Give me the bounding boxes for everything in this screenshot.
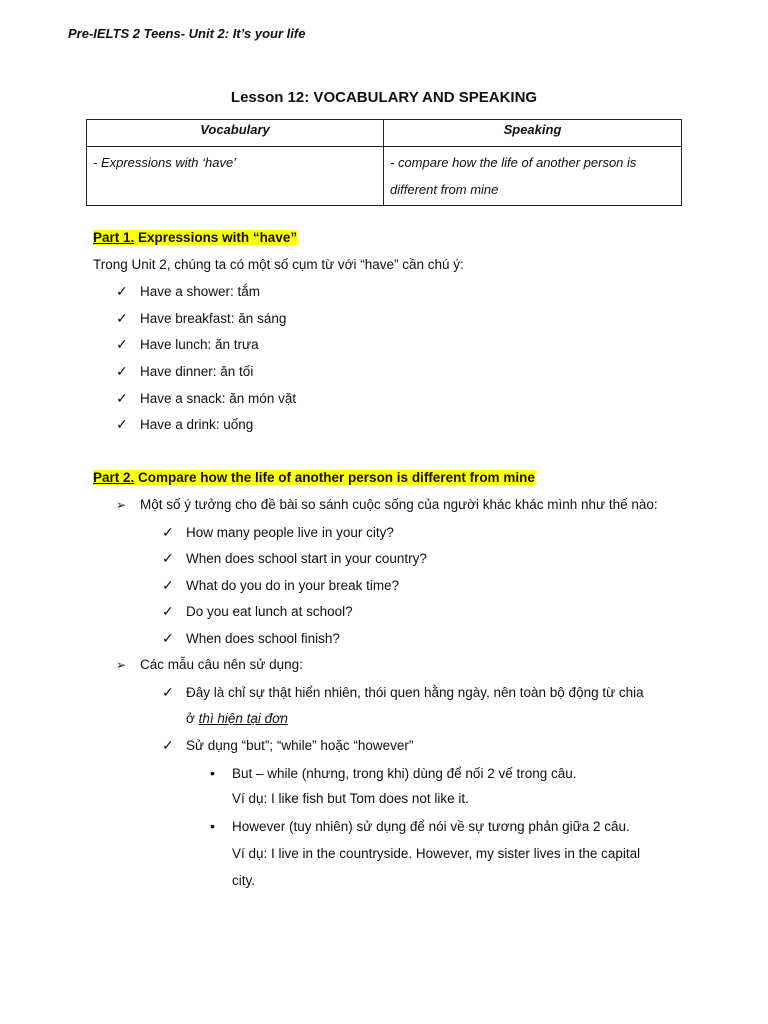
list-item-text: When does school start in your country? xyxy=(186,551,427,566)
part2-title: Compare how the life of another person is different from mine xyxy=(134,470,535,485)
part1-title: Expressions with “have” xyxy=(134,230,298,245)
checkmark-icon: ✓ xyxy=(116,363,128,379)
checkmark-icon: ✓ xyxy=(116,310,128,326)
table-cell-speaking: - compare how the life of another person is different from mine xyxy=(384,147,682,206)
checkmark-icon: ✓ xyxy=(162,684,174,700)
part1-heading xyxy=(93,229,297,247)
note-text: Đây là chỉ sự thật hiển nhiên, thói quen hằng ngày, nên toàn bộ động từ chia xyxy=(186,685,644,700)
checkmark-icon: ✓ xyxy=(116,283,128,299)
checkmark-icon: ✓ xyxy=(162,603,174,619)
checkmark-icon: ✓ xyxy=(116,390,128,406)
list-item-text: Have a snack: ăn món vặt xyxy=(140,391,297,406)
list-item-text: Have a drink: uống xyxy=(140,417,254,432)
note-prefix: ở xyxy=(186,711,199,726)
bullet-text: But – while (nhưng, trong khi) dùng để nối 2 vế trong câu. xyxy=(232,766,577,781)
list-item xyxy=(116,362,253,381)
list-item xyxy=(162,549,427,568)
table-cell-vocabulary: - Expressions with ‘have’ xyxy=(87,147,384,206)
list-item xyxy=(116,389,296,408)
note-continuation xyxy=(186,710,288,728)
list-item-text: When does school finish? xyxy=(186,631,340,646)
bullet-item xyxy=(210,764,577,783)
list-item-text: Have a shower: tắm xyxy=(140,284,261,299)
list-item xyxy=(162,629,340,648)
lesson-title: Lesson 12: VOCABULARY AND SPEAKING xyxy=(230,89,538,106)
table-header-vocabulary: Vocabulary xyxy=(87,120,384,147)
note-item xyxy=(162,736,413,755)
checkmark-icon: ✓ xyxy=(116,416,128,432)
part2-heading xyxy=(93,469,535,487)
bullet-dot-icon: • xyxy=(210,818,215,834)
patterns-intro-text: Các mẫu câu nên sử dụng: xyxy=(140,657,303,672)
part1-label: Part 1. xyxy=(93,230,135,245)
arrow-bullet-icon: ➢ xyxy=(116,658,127,672)
list-item xyxy=(162,576,399,595)
part1-intro: Trong Unit 2, chúng ta có một số cụm từ với “have” cần chú ý: xyxy=(93,257,464,272)
note-item xyxy=(162,683,644,702)
checkmark-icon: ✓ xyxy=(162,550,174,566)
list-item-text: How many people live in your city? xyxy=(186,525,394,540)
ideas-intro xyxy=(116,496,658,514)
patterns-intro xyxy=(116,656,303,674)
note-text: Sử dụng “but”; “while” hoặc “however” xyxy=(186,738,414,753)
list-item xyxy=(162,602,353,621)
list-item xyxy=(116,309,286,328)
ideas-intro-text: Một số ý tưởng cho đề bài so sánh cuộc sống của người khác khác mình như thế nào: xyxy=(140,497,658,512)
checkmark-icon: ✓ xyxy=(162,630,174,646)
part2-label: Part 2. xyxy=(93,470,135,485)
example-text: Ví dụ: I like fish but Tom does not like it. xyxy=(232,791,469,806)
list-item xyxy=(116,415,253,434)
bullet-dot-icon: • xyxy=(210,765,215,781)
checkmark-icon: ✓ xyxy=(162,737,174,753)
example-text-continuation: city. xyxy=(232,873,255,888)
list-item-text: Have lunch: ăn trưa xyxy=(140,337,259,352)
list-item-text: What do you do in your break time? xyxy=(186,578,400,593)
list-item xyxy=(116,335,259,354)
lesson-table xyxy=(86,119,682,206)
bullet-text: However (tuy nhiên) sử dụng để nói về sự tương phản giữa 2 câu. xyxy=(232,819,630,834)
list-item xyxy=(116,282,260,301)
table-header-speaking: Speaking xyxy=(384,120,682,147)
checkmark-icon: ✓ xyxy=(162,577,174,593)
bullet-item xyxy=(210,817,630,836)
checkmark-icon: ✓ xyxy=(162,524,174,540)
list-item xyxy=(162,523,394,542)
list-item-text: Do you eat lunch at school? xyxy=(186,604,353,619)
arrow-bullet-icon: ➢ xyxy=(116,498,127,512)
document-header: Pre-IELTS 2 Teens- Unit 2: It’s your life xyxy=(68,26,306,41)
example-text: Ví dụ: I live in the countryside. However, my sister lives in the capital xyxy=(232,846,641,861)
checkmark-icon: ✓ xyxy=(116,336,128,352)
list-item-text: Have breakfast: ăn sáng xyxy=(140,311,287,326)
tense-term: thì hiện tại đơn xyxy=(198,711,288,726)
list-item-text: Have dinner: ăn tối xyxy=(140,364,254,379)
